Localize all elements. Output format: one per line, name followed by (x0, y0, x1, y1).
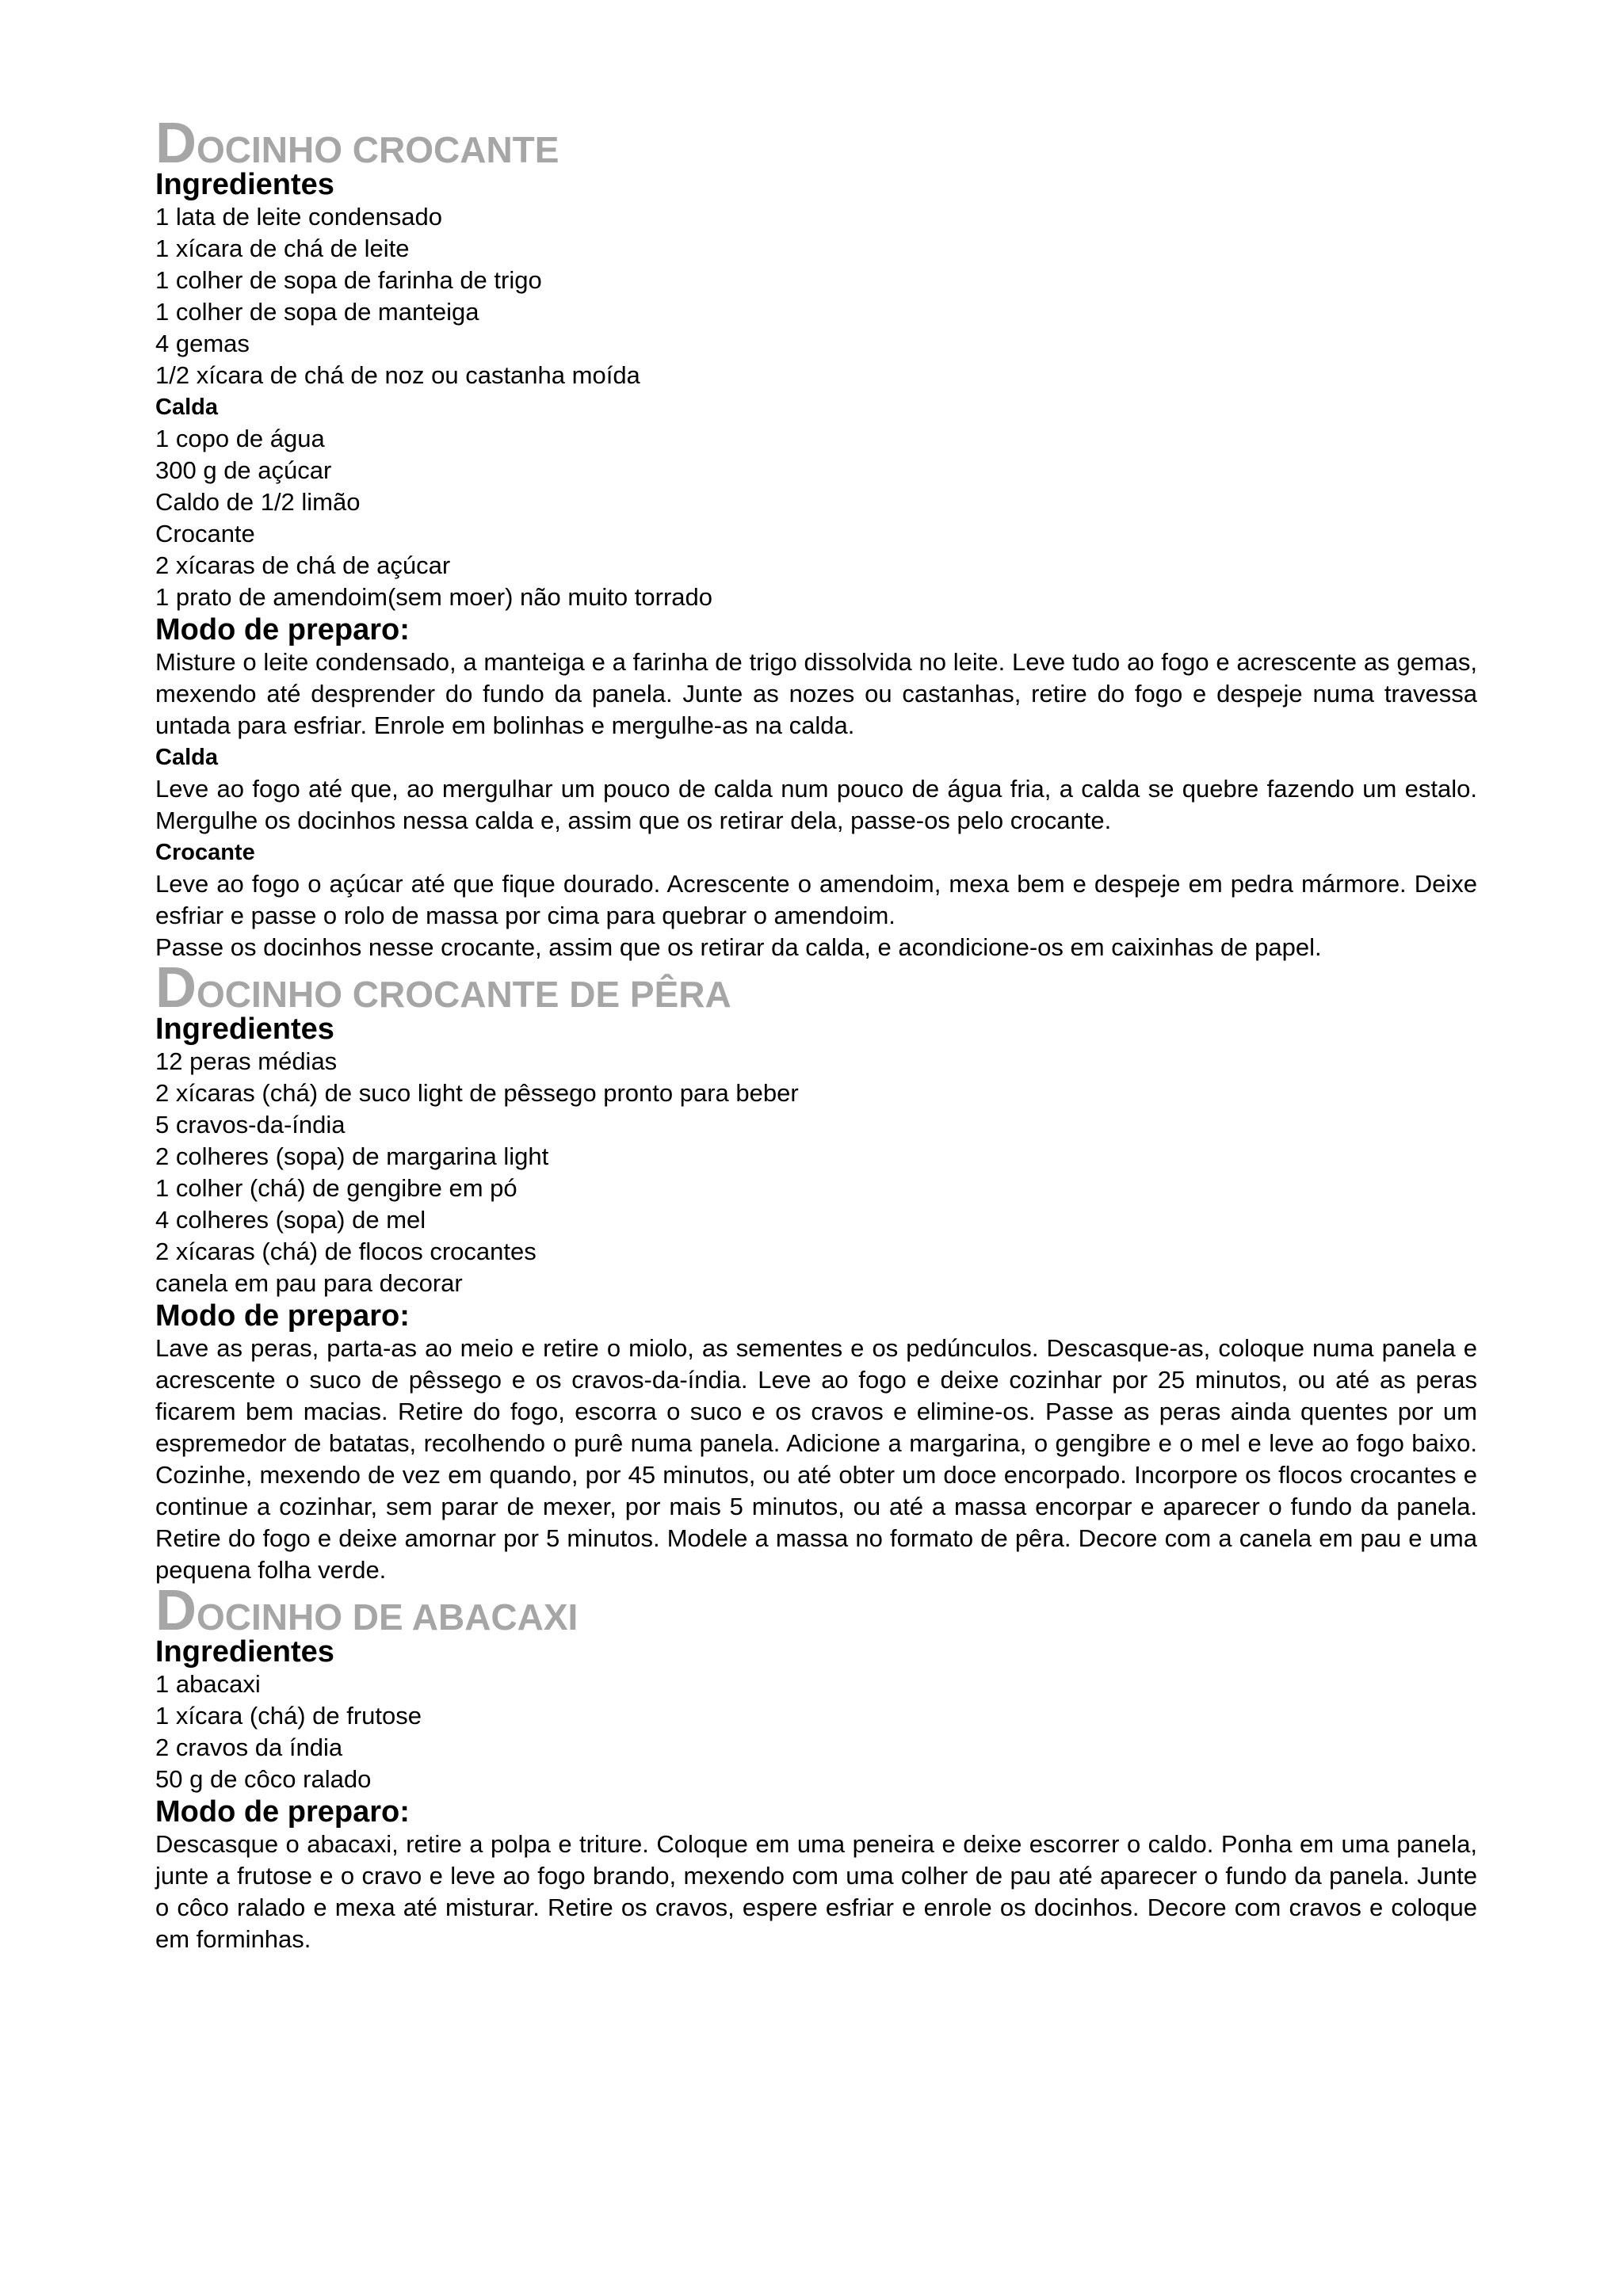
ingredient-item: Crocante (155, 520, 255, 547)
method-heading: Modo de preparo: (155, 613, 410, 646)
method-paragraph: Passe os docinhos nesse crocante, assim que os retirar da calda, e acondicione-os em caixinhas de papel. (155, 933, 1322, 961)
ingredient-item: 2 xícaras (chá) de flocos crocantes (155, 1238, 537, 1265)
title-rest: OCINHO DE ABACAXI (197, 1596, 579, 1638)
method-heading: Modo de preparo: (155, 1795, 410, 1829)
calda-ingredients-list (155, 423, 1477, 613)
calda-heading: Calda (155, 395, 218, 420)
ingredient-item: 1 xícara de chá de leite (155, 235, 410, 262)
method-paragraph: Lave as peras, parta-as ao meio e retire o miolo, as sementes e os pedúnculos. Descasque-as, coloque numa panela e acrescente o suco de pêssego e os cravos-da-índia. Leve ao fogo e deixe cozinhar por 25 minutos, ou até as peras ficarem bem macias. Retire do fogo, escorra o suco e os cravos e elimine-os. Passe as peras ainda quentes por um espremedor de batatas, recolhendo o purê numa panela. Adicione a margarina, o gengibre e o mel e leve ao fogo baixo. Cozinhe, mexendo de vez em quando, por 45 minutos, ou até obter um doce encorpado. Incorpore os flocos crocantes e continue a cozinhar, sem parar de mexer, por mais 5 minutos, ou até a massa encorpar e aparecer o fundo da panela. Retire do fogo e deixe amornar por 5 minutos. Modele a massa no formato de pêra. Decore com a canela em pau e uma pequena folha verde. (155, 1334, 1477, 1584)
ingredient-item: 4 colheres (sopa) de mel (155, 1206, 426, 1234)
method-heading: Modo de preparo: (155, 1299, 410, 1333)
ingredient-item: 300 g de açúcar (155, 456, 332, 484)
ingredient-item: 1 copo de água (155, 425, 325, 452)
ingredient-item: 4 gemas (155, 330, 250, 357)
ingredients-heading: Ingredientes (155, 1013, 334, 1046)
title-initial: D (155, 956, 197, 1020)
ingredient-item: 50 g de côco ralado (155, 1765, 372, 1793)
method-paragraph: Leve ao fogo até que, ao mergulhar um pouco de calda num pouco de água fria, a calda se quebre fazendo um estalo. Mergulhe os docinhos nessa calda e, assim que os retirar dela, passe-os pelo crocante. (155, 775, 1477, 834)
ingredient-item: 1 prato de amendoim(sem moer) não muito torrado (155, 583, 712, 611)
document-page (155, 112, 1477, 1955)
ingredient-item: 1 abacaxi (155, 1670, 261, 1698)
ingredients-list (155, 201, 1477, 391)
recipe-docinho-crocante (155, 112, 1477, 963)
recipe-docinho-de-abacaxi (155, 1579, 1477, 1955)
method-calda-heading: Calda (155, 745, 218, 770)
ingredient-item: 5 cravos-da-índia (155, 1111, 346, 1138)
ingredient-item: 1/2 xícara de chá de noz ou castanha moída (155, 361, 640, 389)
ingredient-item: 1 colher de sopa de manteiga (155, 298, 479, 326)
ingredient-item: 1 lata de leite condensado (155, 203, 442, 231)
title-rest: OCINHO CROCANTE (197, 129, 559, 170)
method-paragraph: Leve ao fogo o açúcar até que fique dourado. Acrescente o amendoim, mexa bem e despeje em pedra mármore. Deixe esfriar e passe o rolo de massa por cima para quebrar o amendoim. (155, 870, 1477, 929)
ingredient-item: 2 xícaras de chá de açúcar (155, 551, 451, 579)
ingredients-heading: Ingredientes (155, 168, 334, 201)
method-crocante-heading: Crocante (155, 840, 255, 865)
ingredients-list (155, 1669, 1477, 1795)
ingredient-item: 2 colheres (sopa) de margarina light (155, 1142, 549, 1170)
recipe-docinho-crocante-de-pera (155, 956, 1477, 1586)
recipe-title (155, 112, 1477, 175)
ingredient-item: canela em pau para decorar (155, 1269, 463, 1297)
recipe-title (155, 1579, 1477, 1642)
title-initial: D (155, 1579, 197, 1642)
ingredient-item: 1 colher de sopa de farinha de trigo (155, 266, 542, 294)
ingredient-item: 2 cravos da índia (155, 1733, 343, 1761)
method-paragraph: Misture o leite condensado, a manteiga e a farinha de trigo dissolvida no leite. Leve tudo ao fogo e acrescente as gemas, mexendo até desprender do fundo da panela. Junte as nozes ou castanhas, retire do fogo e despeje numa travessa untada para esfriar. Enrole em bolinhas e mergulhe-as na calda. (155, 648, 1477, 739)
ingredient-item: 12 peras médias (155, 1047, 338, 1075)
title-initial: D (155, 112, 197, 175)
method-paragraph: Descasque o abacaxi, retire a polpa e triture. Coloque em uma peneira e deixe escorrer o caldo. Ponha em uma panela, junte a frutose e o cravo e leve ao fogo brando, mexendo com uma colher de pau até aparecer o fundo da panela. Junte o côco ralado e mexa até misturar. Retire os cravos, espere esfriar e enrole os docinhos. Decore com cravos e coloque em forminhas. (155, 1830, 1477, 1953)
ingredient-item: Caldo de 1/2 limão (155, 488, 361, 516)
ingredient-item: 1 colher (chá) de gengibre em pó (155, 1174, 517, 1202)
ingredient-item: 2 xícaras (chá) de suco light de pêssego pronto para beber (155, 1079, 799, 1107)
ingredient-item: 1 xícara (chá) de frutose (155, 1702, 422, 1730)
recipe-title (155, 956, 1477, 1020)
ingredients-list (155, 1046, 1477, 1299)
title-rest: OCINHO CROCANTE DE PÊRA (197, 974, 731, 1015)
ingredients-heading: Ingredientes (155, 1635, 334, 1669)
